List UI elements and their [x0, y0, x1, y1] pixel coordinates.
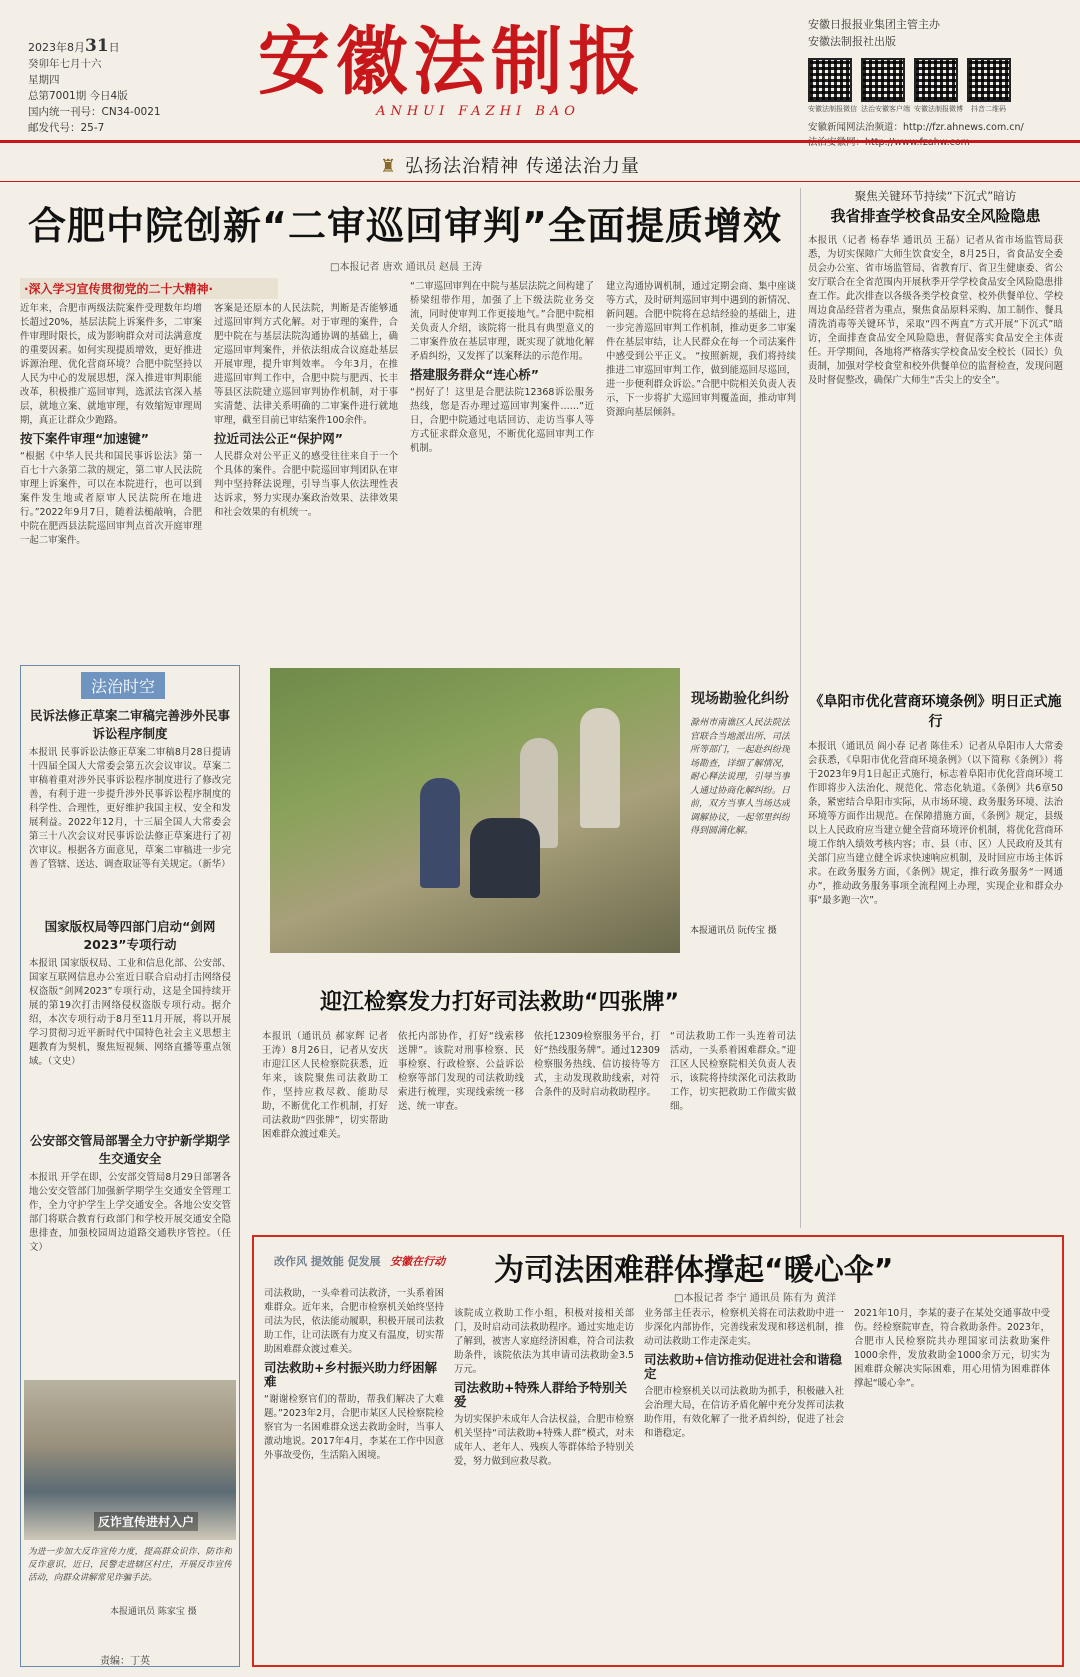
subheading: 按下案件审理“加速键”: [20, 431, 149, 446]
lead-headline: 合肥中院创新“二审巡回审判”全面提质增效: [28, 204, 782, 248]
subheading: 司法救助+信访推动促进社会和谐稳定: [644, 1352, 842, 1381]
header-divider: [0, 181, 1080, 182]
qr-code-icon: [861, 58, 905, 102]
person-figure: [470, 818, 540, 898]
brief-headline: 民诉法修正草案二审稿完善涉外民事诉讼程序制度: [29, 708, 230, 741]
right-column: [808, 188, 1063, 1230]
issue-date: 2023年8月31日: [28, 36, 120, 56]
header-divider: [0, 140, 1080, 143]
slogan: ♜ 弘扬法治精神 传递法治力量: [380, 156, 640, 177]
feature-column: 司法救助，一头牵着司法救济，一头系着困难群众。近年来，合肥市检察机关始终坚持司法为民，依法能动履职，积极开展司法救助工作，让司法既有力度又有温度，切实帮助困难群众渡过难关。 司法救助+乡村振兴助力纾困解难 “谢谢检察官们的帮助，帮我们解决了大难题。”2023年2月，合肥市某区人民检察院检察官为一名困难群众送去救助金时，当事人激动地说。2017年4月，李某在工作中因意外事故受伤，生活陷入困境。: [264, 1288, 444, 1461]
middle-column: 依托12309检察服务平台，打好“热线服务牌”。通过12309检察服务热线、信访接待等方式，主动发现救助线索，对符合条件的及时启动救助程序。: [534, 1031, 660, 1098]
publisher-info: [808, 16, 1058, 150]
website-link[interactable]: 安徽新闻网法治频道：http://fzr.ahnews.com.cn/: [808, 122, 1024, 133]
masthead: [258, 20, 678, 125]
lion-icon: ♜: [380, 156, 398, 177]
lead-column: 近年来，合肥市两级法院案件受理数年均增长超过20%，基层法院上诉案件多，二审案件审理时限长，成为影响群众对司法满意度的重要因素。如何实现提质增效，更好推进诉源治理、优化营商环境？合肥中院坚持以人民为中心的发展思想，深入推进审判职能改革，积极推广巡回审判，选派法官深入基层，就地立案、就地审理，有效缩短审理周期，真正让群众少跑路。 按下案件审理“加速键” “根据《中华人民共和国民事诉讼法》第一百七十六条第二款的规定，第二审人民法院审理上诉案件，可以在本院进行，也可以到案件发生地或者原审人民法院所在地进行。”2022年9月7日，随着法槌敲响，合肥中院在肥西县法院巡回审判点首次开庭审理一起二审案件。: [20, 303, 202, 546]
subheading: 司法救助+特殊人群给予特别关爱: [454, 1380, 627, 1409]
right-kicker: 聚焦关键环节持续“下沉式”暗访: [854, 189, 1017, 203]
lead-byline: □本报记者 唐欢 通讯员 赵晨 王涛: [330, 262, 483, 273]
sidebar-label: 法治时空: [81, 672, 165, 699]
right-text: 本报讯（通讯员 阎小春 记者 陈佳禾）记者从阜阳市人大常委会获悉，《阜阳市优化营商环境条例》（以下简称《条例》）将于2023年9月1日起正式施行，标志着阜阳市优化营商环境工作即将步入法治化、规范化、常态化轨道。《条例》共6章50条，紧密结合阜阳市实际，从市场环境、政务服务环境、法治环境等方面作出规范。在保障措施方面，《条例》规定，县级以上人民政府应当建立健全营商环境评价机制，将优化营商环境工作纳入绩效考核内容；市、县（市、区）人民政府及其有关部门应当建立健全诉求快速响应机制，及时回应市场主体诉求。在政务服务方面，《条例》规定，推行政务服务“一网通办”，推动政务服务事项全流程网上办理，实现企业和群众办事“最多跑一次”。: [808, 741, 1063, 906]
middle-headline: 迎江检察发力打好司法救助“四张牌”: [320, 990, 679, 1015]
publisher-line: 安徽法制报社出版: [808, 35, 896, 48]
anti-fraud-photo: [24, 1380, 236, 1540]
brief-headline: 国家版权局等四部门启动“剑网2023”专项行动: [44, 919, 216, 952]
qr-code[interactable]: 安徽法制报微信: [808, 58, 851, 114]
lunar-date: 癸卯年七月十六: [28, 58, 102, 70]
person-figure: [580, 708, 620, 828]
subheading: 拉近司法公正“保护网”: [214, 431, 343, 446]
issue-number: 总第7001期 今日4版: [28, 90, 128, 102]
photo-credit: 本报通讯员 陈家宝 摄: [110, 1607, 197, 1617]
brief-text: 本报讯 开学在即，公安部交管局8月29日部署各地公安交管部门加强新学期学生交通安全管理工作，全力守护学生上学交通安全。各地公安交管部门将联合教育行政部门和学校开展交通安全隐患排查，加强校园周边道路交通秩序管控。（任文）: [29, 1172, 231, 1253]
postal-code: 邮发代号：25-7: [28, 122, 105, 134]
sponsor-line: 安徽日报报业集团主管主办: [808, 18, 940, 31]
photo-note: 为进一步加大反诈宣传力度，提高群众识诈、防诈和反诈意识，近日，民警走进辖区村庄，开展反诈宣传活动，向群众讲解常见诈骗手法。: [28, 1547, 232, 1583]
photo-caption: 反诈宣传进村入户: [94, 1512, 198, 1531]
masthead-pinyin: ANHUI FAZHI BAO: [376, 104, 580, 119]
photo-story-text: 滁州市南谯区人民法院法官联合当地派出所、司法所等部门，一起赴纠纷现场勘查，详细了解情况，耐心释法说理，引导当事人通过协商化解纠纷。日前，双方当事人当场达成调解协议，一起邻里纠纷得到圆满化解。: [690, 718, 790, 836]
lead-column: 客案是还原本的人民法院，判断是否能够通过巡回审判方式化解。对于审理的案件，合肥中院在与基层法院沟通协调的基础上，确定巡回审判案件，并依法组成合议庭赴基层开展审理，提升审判效率。 今年3月，在推进巡回审判工作中，合肥中院与肥西、长丰等县区法院建立巡回审判协作机制，对于事实清楚、法律关系明确的二审案件进行就地审理，截至目前已审结案件100余件。 拉近司法公正“保护网” 人民群众对公平正义的感受往往来自于一个个具体的案件。合肥中院巡回审判团队在审判中坚持释法说理，引导当事人依法理性表达诉求，努力实现办案政治效果、法律效果和社会效果的有机统一。: [214, 303, 398, 518]
qr-code-row: [808, 58, 1058, 114]
subheading: 司法救助+乡村振兴助力纾困解难: [264, 1360, 437, 1389]
qr-code[interactable]: 安徽法制报微博: [914, 58, 957, 114]
feature-tag: 改作风 提效能 促发展 安徽在行动: [274, 1255, 446, 1268]
photo-credit: 本报通讯员 阮传宝 摄: [690, 926, 777, 936]
weekday: 星期四: [28, 74, 60, 86]
subheading: 搭建服务群众“连心桥”: [410, 367, 539, 382]
feature-column: 业务部主任表示，检察机关将在司法救助中进一步深化内部协作，完善线索发现和移送机制，推动司法救助工作走深走实。 司法救助+信访推动促进社会和谐稳定 合肥市检察机关以司法救助为抓手，积极融入社会治理大局，在信访矛盾化解中充分发挥司法救助作用，有效化解了一批矛盾纠纷，促进了社会和谐稳定。: [644, 1308, 844, 1439]
masthead-title: 安徽法制报: [258, 19, 646, 105]
middle-column: 依托内部协作，打好“线索移送牌”。该院对刑事检察、民事检察、行政检察、公益诉讼检察等部门发现的司法救助线索进行梳理，实现线索统一移送、统一审查。: [398, 1031, 524, 1112]
right-headline: 《阜阳市优化营商环境条例》明日正式施行: [809, 694, 1062, 730]
issue-info: [28, 38, 178, 136]
brief-text: 本报讯 民事诉讼法修正草案二审稿8月28日提请十四届全国人大常委会第五次会议审议。草案二审稿着重对涉外民事诉讼程序制度进行了修改完善，有利于进一步提升涉外民事诉讼程序制度的科学性、合理性，更好维护我国主权、安全和发展利益。2022年12月，十三届全国人大常委会第三十八次会议对民事诉讼法修正草案进行了初次审议。根据各方面意见，草案二审稿进一步完善了管辖、送达、调查取证等有关规定。（新华）: [29, 747, 231, 870]
feature-column: 2021年10月，李某的妻子在某处交通事故中受伤。经检察院审查，符合救助条件。2023年，合肥市人民检察院共办理国家司法救助案件1000余件，发放救助金1000余万元，切实为困难群众解决实际困难，用心用情为困难群体撑起“暖心伞”。: [854, 1308, 1050, 1389]
feature-column: 该院成立救助工作小组，积极对接相关部门，及时启动司法救助程序。通过实地走访了解到，被害人家庭经济困难，符合司法救助条件，该院依法为其申请司法救助金3.5万元。 司法救助+特殊人群给予特别关爱 为切实保护未成年人合法权益，合肥市检察机关坚持“司法救助+特殊人群”模式，对未成年人、老年人、残疾人等群体给予特别关爱，努力做到应救尽救。: [454, 1308, 634, 1467]
brief-text: 本报讯 国家版权局、工业和信息化部、公安部、国家互联网信息办公室近日联合启动打击网络侵权盗版“剑网2023”专项行动，这是全国持续开展的第19次打击网络侵权盗版专项行动。据介绍，本次专项行动于8月至11月开展，将以开展学习贯彻习近平新时代中国特色社会主义思想主题教育为契机，聚焦短视频、网络直播等重点领域。（文史）: [29, 958, 231, 1067]
column-divider: [800, 188, 801, 1228]
lead-column: “二审巡回审判在中院与基层法院之间构建了桥梁纽带作用，加强了上下级法院业务交流，同时使审判工作更接地气。”合肥中院相关负责人介绍，该院将一批具有典型意义的二审案件放在基层审理，既实现了就地化解矛盾纠纷，又发挥了以案释法的示范作用。 搭建服务群众“连心桥” “拐好了！这里是合肥法院12368诉讼服务热线，您是否办理过巡回审判案件……”近日，合肥中院通过电话回访、走访当事人等方式征求群众意见，不断优化巡回审判工作机制。: [410, 281, 594, 454]
right-text: 本报讯（记者 杨春华 通讯员 王磊）记者从省市场监管局获悉，为切实保障广大师生饮食安全，8月25日，省食品安全委员会办公室、省市场监管局、省教育厅、省卫生健康委、省公安厅联合在全省范围内开展秋季开学学校食品安全风险隐患排查工作。此次排查以各级各类学校食堂、校外供餐单位、学校周边食品经营者为重点，聚焦食品原料采购、加工制作、餐具清洗消毒等关键环节，采取“四不两直”方式开展“下沉式”暗访，全面排查食品安全风险隐患，督促落实食品安全主体责任。开学期间，各地将严格落实学校食品安全校长（园长）负责制，加强对学校食堂和校外供餐单位的监督检查，发现问题及时督促整改，确保广大师生“舌尖上的安全”。: [808, 235, 1063, 386]
qr-code-icon: [967, 58, 1011, 102]
qr-code[interactable]: 抖音二维码: [967, 58, 1010, 114]
brief-headline: 公安部交管局部署全力守护新学期学生交通安全: [29, 1133, 230, 1166]
middle-column: 本报讯（通讯员 郝家辉 记者 王涛）8月26日，记者从安庆市迎江区人民检察院获悉，近年来，该院聚焦司法救助工作，坚持应救尽救、能助尽助，不断优化工作机制，打好司法救助“四张牌”，切实帮助困难群众渡过难关。: [262, 1031, 388, 1140]
qr-code[interactable]: 法治安徽客户端: [861, 58, 904, 114]
middle-column: “司法救助工作一头连着司法活动，一头系着困难群众。”迎江区人民检察院相关负责人表示，该院将持续深化司法救助工作，切实把救助工作做实做细。: [670, 1031, 796, 1112]
qr-code-icon: [914, 58, 958, 102]
right-headline: 我省排查学校食品安全风险隐患: [830, 207, 1041, 225]
feature-box: [252, 1235, 1064, 1667]
site-inspection-photo: [270, 668, 680, 953]
lead-column: 建立沟通协调机制，通过定期会商、集中座谈等方式，及时研判巡回审判中遇到的新情况、新问题。合肥中院将在总结经验的基础上，进一步完善巡回审判工作机制，推动更多二审案件在基层审结，让人民群众在每一个司法案件中感受到公平正义。 “按照新规，我们将持续推进二审巡回审判工作，做到能巡回尽巡回，进一步便利群众诉讼。”合肥中院相关负责人表示，下一步将扩大巡回审判覆盖面，推动审判资源向基层倾斜。: [606, 281, 796, 418]
feature-headline: 为司法困难群体撑起“暖心伞”: [494, 1253, 894, 1288]
section-kicker: ·深入学习宣传贯彻党的二十大精神·: [20, 278, 278, 299]
person-figure: [420, 778, 460, 888]
cn-number: 国内统一刊号：CN34-0021: [28, 106, 161, 118]
editor-credit: 责编：丁英: [100, 1656, 150, 1667]
feature-byline: □本报记者 李宁 通讯员 陈有为 黄洋: [674, 1293, 837, 1304]
qr-code-icon: [808, 58, 852, 102]
photo-story-title: 现场勘验化纠纷: [691, 691, 789, 707]
